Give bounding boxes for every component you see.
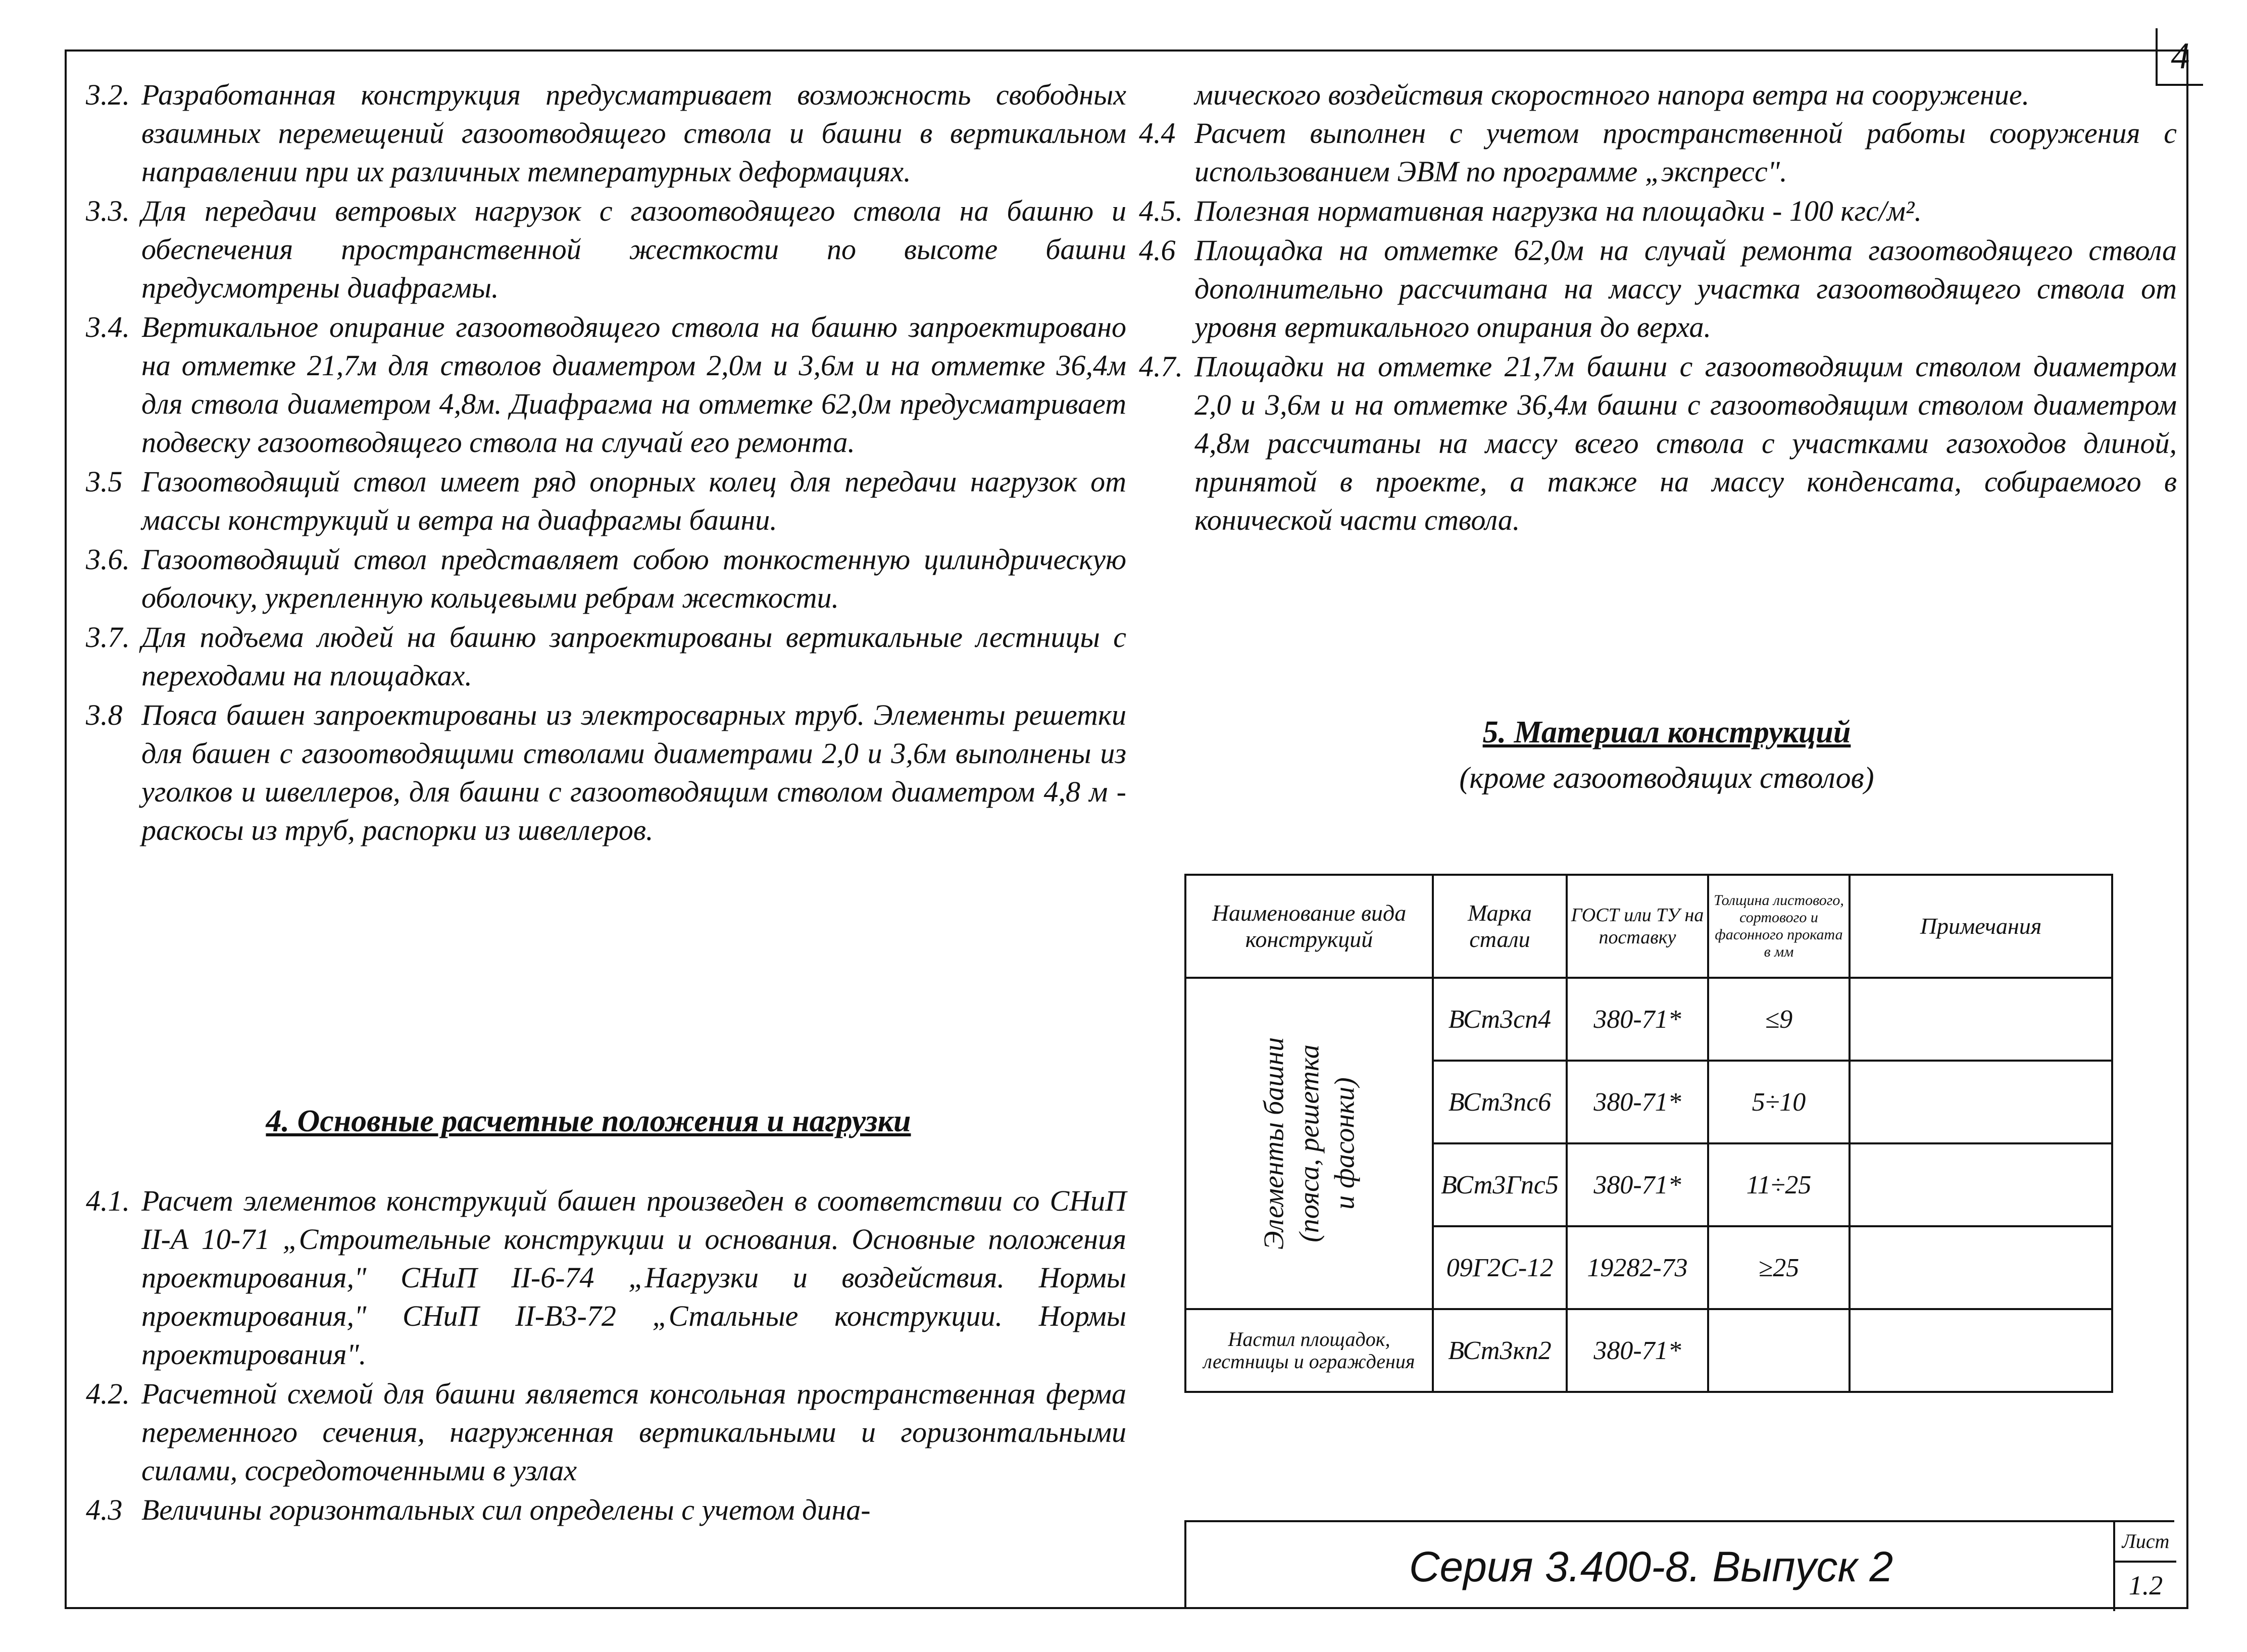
steel-grade-cell: 09Г2С-12 bbox=[1433, 1226, 1567, 1309]
note-cell bbox=[1850, 978, 2112, 1061]
steel-grade-cell: ВСт3Гпс5 bbox=[1433, 1143, 1567, 1226]
paragraph-text: Расчетной схемой для башни является консольная пространственная ферма переменного сечения, нагруженная вертикальными и горизонтальными силами, сосредоточенными в узлах bbox=[141, 1377, 1126, 1487]
group-label-line: (пояса, решетка bbox=[1293, 1044, 1325, 1242]
paragraph-4-4 bbox=[1139, 114, 2177, 191]
paragraph-number: 3.4. bbox=[86, 311, 130, 343]
paragraph-number: 4.2. bbox=[86, 1377, 130, 1410]
paragraph-3-8 bbox=[86, 696, 1126, 849]
paragraph-text: Расчет элементов конструкций башен произведен в соответствии со СНиП II-А 10-71 „Строительные конструкции и основания. Основные положения проектирования," СНиП II-6-74 „Нагрузки и воздействия. Нормы проектирования," СНиП II-В3-72 „Стальные конструкции. Нормы проектирования". bbox=[141, 1184, 1126, 1371]
gost-cell: 19282-73 bbox=[1567, 1226, 1708, 1309]
header-construction-type: Наименование вида конструкций bbox=[1185, 875, 1433, 978]
header-notes: Примечания bbox=[1850, 875, 2112, 978]
group-label-line: Элементы башни bbox=[1258, 1037, 1289, 1250]
section-4-body bbox=[86, 1182, 1126, 1530]
sheet-label: Лист bbox=[2115, 1522, 2176, 1563]
paragraph-3-2 bbox=[86, 76, 1126, 191]
paragraph-text: Вертикальное опирание газоотводящего ствола на башню запроектировано на отметке 21,7м для стволов диаметром 2,0м и 3,6м и на отметке 36,4м для ствола диаметром 4,8м. Диафрагма на отметке 62,0м предусматривает подвеску газоотводящего ствола на случай его ремонта. bbox=[141, 311, 1126, 459]
paragraph-4-5 bbox=[1139, 192, 2177, 230]
paragraph-text: Для подъема людей на башню запроектированы вертикальные лестницы с переходами на площадках. bbox=[141, 621, 1126, 692]
table-header-row bbox=[1185, 875, 2112, 978]
paragraph-3-5 bbox=[86, 463, 1126, 539]
paragraph-4-7 bbox=[1139, 347, 2177, 539]
paragraph-number: 4.5. bbox=[1139, 194, 1183, 227]
paragraph-number: 4.6 bbox=[1139, 234, 1176, 267]
paragraph-4-1 bbox=[86, 1182, 1126, 1374]
paragraph-number: 4.3 bbox=[86, 1493, 123, 1526]
title-block bbox=[1184, 1520, 2174, 1609]
table-row bbox=[1185, 978, 2112, 1061]
header-thickness: Толщина листового, сортового и фасонного проката в мм bbox=[1708, 875, 1850, 978]
paragraph-text: Полезная нормативная нагрузка на площадки - 100 кгс/м². bbox=[1194, 194, 1922, 227]
thickness-cell: 11÷25 bbox=[1708, 1143, 1850, 1226]
header-steel-grade: Марка стали bbox=[1433, 875, 1567, 978]
paragraph-text: Газоотводящий ствол имеет ряд опорных колец для передачи нагрузок от массы конструкций и ветра на диафрагмы башни. bbox=[141, 465, 1126, 536]
paragraph-text: Пояса башен запроектированы из электросварных труб. Элементы решетки для башен с газоотводящими стволами диаметрами 2,0 и 3,6м выполнены из уголков и швеллеров, для башни с газоотводящим стволом диаметром 4,8 м - раскосы из труб, распорки из швеллеров. bbox=[141, 698, 1126, 846]
paragraph-number: 3.8 bbox=[86, 698, 123, 731]
note-cell bbox=[1850, 1226, 2112, 1309]
thickness-cell: ≥25 bbox=[1708, 1226, 1850, 1309]
sheet-number: 1.2 bbox=[2128, 1570, 2163, 1600]
series-title: Серия 3.400-8. Выпуск 2 bbox=[1409, 1543, 1893, 1590]
paragraph-number: 3.5 bbox=[86, 465, 123, 498]
paragraph-4-2 bbox=[86, 1375, 1126, 1490]
paragraph-text: Для передачи ветровых нагрузок с газоотводящего ствола на башню и обеспечения пространственной жесткости по высоте башни предусмотрены диафрагмы. bbox=[141, 194, 1126, 304]
steel-grade-cell: ВСт3сп4 bbox=[1433, 978, 1567, 1061]
gost-cell: 380-71* bbox=[1567, 978, 1708, 1061]
paragraph-4-3 bbox=[86, 1491, 1126, 1529]
paragraph-text: Газоотводящий ствол представляет собою тонкостенную цилиндрическую оболочку, укрепленную кольцевыми ребрам жесткости. bbox=[141, 543, 1126, 614]
platform-decking-label: Настил площадок, лестницы и ограждения bbox=[1185, 1309, 1433, 1392]
paragraph-4-3-continuation: мического воздействия скоростного напора ветра на сооружение. bbox=[1194, 78, 2030, 111]
note-cell bbox=[1850, 1061, 2112, 1143]
thickness-cell bbox=[1708, 1309, 1850, 1392]
note-cell bbox=[1850, 1143, 2112, 1226]
paragraph-4-6 bbox=[1139, 231, 2177, 346]
paragraph-3-7 bbox=[86, 618, 1126, 695]
gost-cell: 380-71* bbox=[1567, 1143, 1708, 1226]
paragraph-number: 4.4 bbox=[1139, 117, 1176, 149]
paragraph-3-4 bbox=[86, 308, 1126, 462]
page-corner-number: 4 bbox=[2156, 28, 2203, 86]
header-gost: ГОСТ или ТУ на поставку bbox=[1567, 875, 1708, 978]
paragraph-text: Площадка на отметке 62,0м на случай ремонта газоотводящего ствола дополнительно рассчитана на массу участка газоотводящего ствола от уровня вертикального опирания до верха. bbox=[1194, 234, 2177, 343]
note-cell bbox=[1850, 1309, 2112, 1392]
section-5-heading: 5. Материал конструкций bbox=[1482, 715, 1851, 749]
vertical-label bbox=[1256, 1037, 1362, 1250]
materials-table bbox=[1184, 874, 2113, 1393]
paragraph-number: 3.2. bbox=[86, 78, 130, 111]
paragraph-number: 4.7. bbox=[1139, 350, 1183, 383]
group-label-line: и фасонки) bbox=[1329, 1077, 1360, 1210]
left-column bbox=[86, 76, 1126, 850]
paragraph-text: Разработанная конструкция предусматривает возможность свободных взаимных перемещений газоотводящего ствола и башни в вертикальном направлении при их различных температурных деформациях. bbox=[141, 78, 1126, 188]
paragraph-number: 3.6. bbox=[86, 543, 130, 576]
section-5-subheading: (кроме газоотводящих стволов) bbox=[1459, 761, 1874, 794]
steel-grade-cell: ВСт3пс6 bbox=[1433, 1061, 1567, 1143]
gost-cell: 380-71* bbox=[1567, 1061, 1708, 1143]
paragraph-number: 3.7. bbox=[86, 621, 130, 654]
sheet-box bbox=[2113, 1522, 2176, 1611]
paragraph-3-3 bbox=[86, 192, 1126, 307]
gost-cell: 380-71* bbox=[1567, 1309, 1708, 1392]
right-column bbox=[1139, 76, 2177, 540]
tower-elements-group-label bbox=[1185, 978, 1433, 1309]
paragraph-text: Расчет выполнен с учетом пространственной работы сооружения с использованием ЭВМ по программе „экспресс". bbox=[1194, 117, 2177, 188]
paragraph-number: 4.1. bbox=[86, 1184, 130, 1217]
thickness-cell: 5÷10 bbox=[1708, 1061, 1850, 1143]
paragraph-3-6 bbox=[86, 540, 1126, 617]
paragraph-text: Величины горизонтальных сил определены с учетом дина- bbox=[141, 1493, 871, 1526]
paragraph-number: 3.3. bbox=[86, 194, 130, 227]
steel-grade-cell: ВСт3кп2 bbox=[1433, 1309, 1567, 1392]
paragraph-text: Площадки на отметке 21,7м башни с газоотводящим стволом диаметром 2,0 и 3,6м и на отметке 36,4м башни с газоотводящим стволом диаметром 4,8м рассчитаны на массу всего ствола с участками газоходов длиной, принятой в проекте, а также на массу конденсата, собираемого в конической части ствола. bbox=[1194, 350, 2177, 536]
thickness-cell: ≤9 bbox=[1708, 978, 1850, 1061]
section-4-heading: 4. Основные расчетные положения и нагрузки bbox=[266, 1104, 911, 1138]
table-row bbox=[1185, 1309, 2112, 1392]
